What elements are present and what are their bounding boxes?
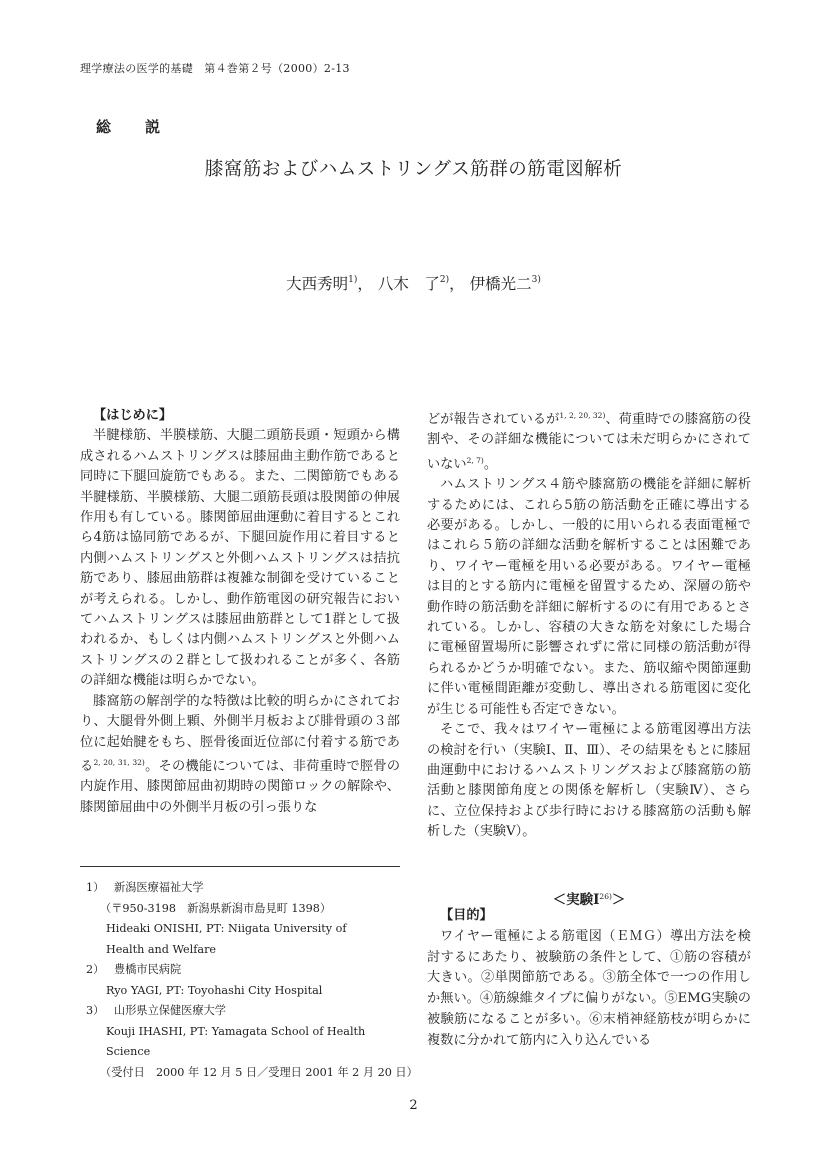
footnote-text: Hideaki ONISHI, PT: Niigata University of <box>106 922 347 935</box>
footnote-text: Kouji IHASHI, PT: Yamagata School of Health <box>106 1024 366 1038</box>
author-list <box>0 272 827 294</box>
article-type: 総説 <box>96 118 195 136</box>
footnote-number: 1） <box>86 881 105 894</box>
footnote-text: Ryo YAGI, PT: Toyohashi City Hospital <box>106 983 323 997</box>
experiment-heading-end: ＞ <box>611 892 626 908</box>
section-heading-purpose: 【目的】 <box>440 908 493 923</box>
body-text: 、荷重時での膝窩筋の役割や、その詳細な機能については未だ明らかにされていない <box>427 412 751 472</box>
footnote-text: 山形県立保健医療大学 <box>114 1004 226 1017</box>
footnote-text: （受付日 2000 年 12 月 5 日／受理日 2001 年 2 月 20 日） <box>100 1065 418 1079</box>
footnote-line <box>80 919 405 940</box>
footnotes <box>80 878 418 1083</box>
running-header: 理学療法の医学的基礎 第４巻第２号（2000）2-13 <box>80 62 350 75</box>
footnote-text: Science <box>106 1045 151 1058</box>
footnote-line <box>80 1063 418 1084</box>
experiment-heading <box>427 888 751 908</box>
footnote-line <box>80 899 405 920</box>
citation-ref: 2, 7) <box>466 455 484 465</box>
footnote-line <box>80 940 405 961</box>
article-title: 膝窩筋およびハムストリングス筋群の筋電図解析 <box>204 159 623 180</box>
footnote-line <box>80 960 405 981</box>
page-number: 2 <box>409 1098 418 1113</box>
experiment-heading-text: ＜実験Ⅰ <box>552 892 600 908</box>
body-paragraph: 半腱様筋、半膜様筋、大腿二頭筋長頭・短頭から構成されるハムストリングスは膝屈曲主動作筋であると同時に下腿回旋筋でもある。また、二関節筋でもある半腱様筋、半膜様筋、大腿二頭筋長頭は股関節の伸展作用も有している。膝関節屈曲運動に着目するとこれら4筋は協同筋であるが、下腿回旋作用に着目すると内側ハムストリングスと外側ハムストリングスは拮抗筋であり、膝屈曲筋群は複雑な制御を受けていることが考えられる。しかし、動作筋電図の研究報告においてハムストリングスは膝屈曲筋群として1群として扱われるか、もしくは内側ハムストリングスと外側ハムストリングスの２群として扱われることが多く、各筋の詳細な機能は明らかでない。 <box>80 428 400 689</box>
citation-ref: 1, 2, 20, 32) <box>559 411 606 420</box>
author-affiliation: 3) <box>531 275 541 285</box>
footnote-line <box>80 1042 405 1063</box>
footnote-text: 新潟医療福祉大学 <box>114 881 204 894</box>
footnote-line <box>80 1022 405 1043</box>
author-affiliation: 2) <box>439 275 450 285</box>
author-separator: ， <box>449 275 465 293</box>
body-paragraph: そこで、我々はワイヤー電極による筋電図導出方法の検討を行い（実験Ⅰ、Ⅱ、Ⅲ）、その結果をもとに膝屈曲運動中におけるハムストリングスおよび膝窩筋の筋活動と膝関節角度との関係を解析し（実験Ⅳ）、さらに、立位保持および歩行時における膝窩筋の活動も解析した（実験Ⅴ）。 <box>427 722 751 840</box>
footnote-number: 3） <box>86 1004 105 1017</box>
footnote-line <box>80 878 405 899</box>
body-text: 。その機能については、非荷重時で脛骨の内旋作用、膝関節屈曲初期時の関節ロックの解除や、膝関節屈曲中の外側半月板の引っ張りな <box>80 758 401 815</box>
citation-ref: 26) <box>599 892 612 901</box>
footnote-line <box>80 1001 405 1022</box>
body-paragraph <box>80 692 400 818</box>
footnote-text: 豊橋市民病院 <box>114 963 182 976</box>
body-paragraph: ワイヤー電極による筋電図（ＥＭＧ）導出方法を検討するにあたり、被験筋の条件として、①筋の容積が大きい。②単関節筋である。③筋全体で一つの作用しか無い。④筋線維タイプに偏りがない。⑤EMG実験の被験筋になることが多い。⑥末梢神経筋枝が明らかに複数に分かれて筋内に入り込んでいる <box>427 928 751 1048</box>
left-column <box>80 406 400 818</box>
author-separator: ， <box>357 275 373 293</box>
experiment-section <box>427 906 751 1052</box>
body-text: どが報告されているが <box>427 412 560 427</box>
right-column <box>427 406 751 843</box>
author-name: 八木 了 <box>377 275 440 293</box>
section-heading-introduction: 【はじめに】 <box>93 408 173 423</box>
footnote-text: Health and Welfare <box>106 942 217 956</box>
body-text: 膝窩筋の解剖学的な特徴は比較的明らかにされており、大腿骨外側上顆、外側半月板および腓骨頭の３部位に起始腱をもち、脛骨後面近位部に付着する筋である <box>80 693 400 774</box>
footnote-number: 2） <box>86 963 105 976</box>
citation-ref: 2, 20, 31, 32) <box>93 757 145 767</box>
body-paragraph: ハムストリングス４筋や膝窩筋の機能を詳細に解析するためには、これら5筋の筋活動を正確に導出する必要がある。しかし、一般的に用いられる表面電極ではこれら５筋の詳細な活動を解析することは困難であり、ワイヤー電極を用いる必要がある。ワイヤー電極は目的とする筋内に電極を留置するため、深層の筋や動作時の筋活動を詳細に解析するのに有用であるとされている。しかし、容積の大きな筋を対象にした場合に電極留置場所に影響されずに常に同様の筋活動が得られるかどうか明確でない。また、筋収縮や関節運動に伴い電極間距離が変動し、導出される筋電図に変化が生じる可能性も否定できない。 <box>427 477 751 717</box>
author-affiliation: 1) <box>348 275 358 285</box>
footnote-text: （〒950-3198 新潟県新潟市島見町 1398） <box>100 901 332 915</box>
body-paragraph <box>427 406 751 475</box>
author-name: 伊橋光二 <box>469 275 532 293</box>
author-name: 大西秀明 <box>286 275 349 293</box>
footnote-line <box>80 981 405 1002</box>
footnote-divider <box>80 866 400 867</box>
body-text: 。 <box>483 456 497 472</box>
